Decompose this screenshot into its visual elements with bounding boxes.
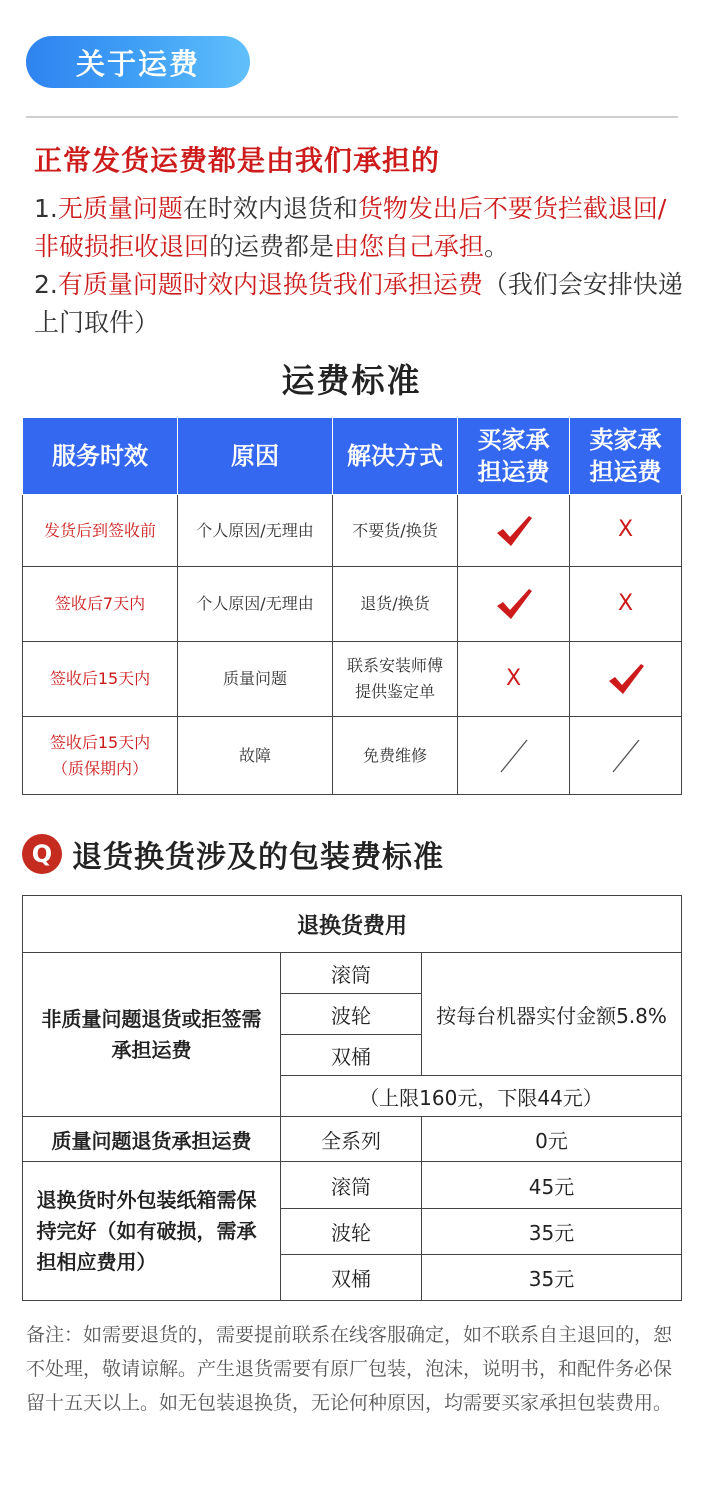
- product-type-cell: 波轮: [281, 1209, 422, 1255]
- rate-limits-cell: （上限160元，下限44元）: [281, 1076, 682, 1117]
- table-row: [23, 953, 682, 994]
- packaging-title: 退货换货涉及的包装费标准: [72, 840, 444, 875]
- period-line-1: 签收后15天内: [49, 732, 151, 752]
- x-mark-icon: X: [505, 665, 522, 691]
- reason-cell: 故障: [178, 717, 333, 795]
- packaging-condition-label-text: 退换货时外包装纸箱需保持完好（如有破损，需承担相应费用）: [36, 1187, 257, 1274]
- reason-cell: 个人原因/无理由: [178, 495, 333, 567]
- solution-cell: [333, 642, 458, 717]
- buyer-mark-cell: [458, 567, 570, 642]
- header-solution: 解决方式: [333, 418, 458, 495]
- rule-item-2-text: （我们会安排快递上门取件）: [34, 270, 683, 337]
- seller-mark-cell: [570, 567, 682, 642]
- header-seller-pays: [570, 418, 682, 495]
- product-type-cell: 滚筒: [281, 953, 422, 994]
- product-type-cell: 波轮: [281, 994, 422, 1035]
- buyer-mark-cell: [458, 495, 570, 567]
- header-reason: 原因: [178, 418, 333, 495]
- standard-table-title: 运费标准: [281, 361, 422, 400]
- rule-item-1-number: 1.: [34, 194, 58, 223]
- quality-return-label: 质量问题退货承担运费: [23, 1117, 281, 1162]
- fee-table-title: 退换货费用: [23, 896, 682, 953]
- fee-cell: 35元: [422, 1209, 682, 1255]
- seller-mark-cell: [570, 642, 682, 717]
- reason-cell: 质量问题: [178, 642, 333, 717]
- check-mark-icon: [570, 662, 681, 696]
- rule-item-1: [34, 190, 684, 266]
- freight-section-label: 关于运费: [75, 46, 200, 81]
- divider: [26, 116, 678, 118]
- header-buyer-pays-label: 买家承担运费: [477, 426, 550, 486]
- reason-cell: 个人原因/无理由: [178, 567, 333, 642]
- product-type-cell: 全系列: [281, 1117, 422, 1162]
- period-cell: 发货后到签收前: [23, 495, 178, 567]
- x-mark-icon: X: [617, 590, 634, 616]
- rule-item-1-text-a: 在时效内退货和: [182, 194, 358, 223]
- solution-line-1: 联系安装师傅: [346, 656, 443, 675]
- table-row: [23, 896, 682, 953]
- freight-headline: 正常发货运费都是由我们承担的: [34, 144, 441, 177]
- fee-cell: 45元: [422, 1162, 682, 1209]
- packaging-heading: [22, 832, 444, 876]
- q-badge-icon: Q: [22, 834, 62, 874]
- product-type-cell: 双桶: [281, 1255, 422, 1301]
- seller-mark-cell: [570, 717, 682, 795]
- table-row: [23, 1117, 682, 1162]
- rule-item-2-number: 2.: [34, 270, 58, 299]
- fee-cell: 35元: [422, 1255, 682, 1301]
- freight-section-pill: [26, 36, 250, 88]
- solution-cell: 不要货/换货: [333, 495, 458, 567]
- remark-note: 备注：如需要退货的，需要提前联系在线客服确定，如不联系自主退回的，恕不处理，敬请谅解。产生退货需要有原厂包装，泡沫，说明书，和配件务必保留十五天以上。如无包装退换货，无论何种原因，均需要买家承担包装费用。: [26, 1324, 673, 1414]
- check-mark-icon: [458, 587, 569, 621]
- header-buyer-pays: [458, 418, 570, 495]
- solution-cell: 退货/换货: [333, 567, 458, 642]
- seller-mark-cell: [570, 495, 682, 567]
- non-quality-return-label: [23, 953, 281, 1117]
- rule-item-1-highlight-a: 无质量问题: [57, 194, 183, 223]
- period-cell: 签收后7天内: [23, 567, 178, 642]
- freight-standard-table: [22, 417, 682, 795]
- rule-item-1-highlight-b: 货物发出后不要货拦截退回/非破损拒收退回: [34, 194, 667, 261]
- rule-item-1-highlight-c: 由您自己承担: [334, 232, 485, 261]
- product-type-cell: 滚筒: [281, 1162, 422, 1209]
- rate-cell: 按每台机器实付金额5.8%: [422, 953, 682, 1076]
- rule-item-2-highlight: 有质量问题时效内退换货我们承担运费: [57, 270, 483, 299]
- buyer-mark-cell: [458, 642, 570, 717]
- non-quality-return-label-text: 非质量问题退货或拒签需承担运费: [41, 1006, 262, 1062]
- buyer-mark-cell: [458, 717, 570, 795]
- solution-line-2: 提供鉴定单: [354, 682, 435, 701]
- packaging-condition-label: [23, 1162, 281, 1301]
- fee-cell: 0元: [422, 1117, 682, 1162]
- table-row: [23, 567, 682, 642]
- packaging-fee-table: [22, 895, 682, 1301]
- solution-cell: 免费维修: [333, 717, 458, 795]
- check-mark-icon: [458, 514, 569, 548]
- product-type-cell: 双桶: [281, 1035, 422, 1076]
- rule-item-2: [34, 266, 684, 342]
- period-cell: 签收后15天内: [23, 642, 178, 717]
- period-cell: [23, 717, 178, 795]
- slash-mark-icon: [458, 738, 569, 774]
- table-row: [23, 642, 682, 717]
- header-service-period: 服务时效: [23, 418, 178, 495]
- slash-mark-icon: [570, 738, 681, 774]
- period-line-2: （质保期内）: [51, 758, 148, 778]
- header-seller-pays-label: 卖家承担运费: [589, 426, 662, 486]
- table-row: [23, 717, 682, 795]
- rule-item-1-text-b: 的运费都是: [209, 232, 335, 261]
- rule-item-1-suffix: 。: [484, 232, 510, 261]
- x-mark-icon: X: [617, 517, 634, 542]
- table-row: [23, 1162, 682, 1209]
- table-row: [23, 495, 682, 567]
- standard-table-header-row: [23, 418, 682, 495]
